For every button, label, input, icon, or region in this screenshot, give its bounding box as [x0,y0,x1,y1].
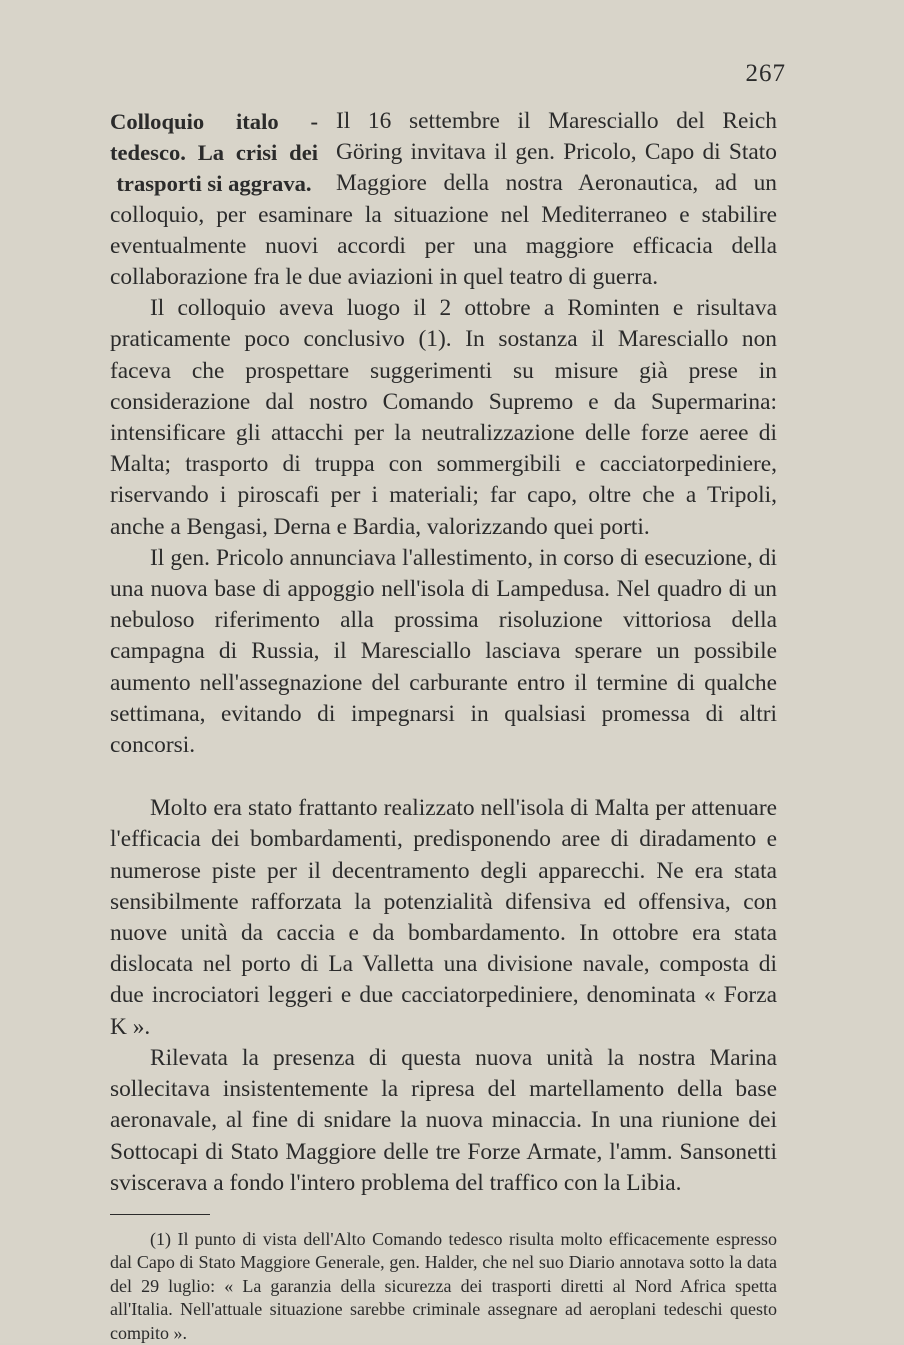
marginal-heading: Colloquio italo - tedesco. La crisi dei trasporti si aggrava. [110,109,318,197]
paragraph-3: Il gen. Pricolo annunciava l'allestimento, in corso di esecuzione, di una nuova base di appoggio nell'isola di Lampedusa. Nel quadro di un nebuloso riferimento alla prossima risoluzione vittoriosa della campagna di Russia, il Maresciallo lasciava sperare un possibile aumento nell'assegnazione del carburante entro il termine di qualche settimana, evitando di impegnarsi in qualsiasi promessa di altri concorsi. [110,544,777,759]
paragraph-5: Rilevata la presenza di questa nuova unità la nostra Marina sollecitava insistentemente la ripresa del martellamento della base aeronavale, al fine di snidare la nuova minaccia. In una riunione dei Sottocapi di Stato Maggiore delle tre Forze Armate, l'amm. Sansonetti sviscerava a fondo l'intero problema del traffico con la Libia. [110,1044,777,1196]
paragraph-1: Il 16 settembre il Maresciallo del Reich Göring invitava il gen. Pricolo, Capo di Stato Maggiore della nostra Aeronautica, ad un colloquio, per esaminare la situazione nel Mediterraneo e stabilire eventualmente nuovi accordi per una maggiore efficacia della collaborazione fra le due aviazioni in quel teatro di guerra. [110,108,777,291]
footnote-divider [110,1214,210,1215]
main-text [110,106,777,1345]
page-number: 267 [745,60,786,87]
paragraph-4: Molto era stato frattanto realizzato nell'isola di Malta per attenuare l'efficacia dei bombardamenti, predisponendo aree di diradamento e numerose piste per il decentramento degli apparecchi. Ne era stata sensibilmente rafforzata la potenzialità difensiva ed offensiva, con nuove unità da caccia e da bombardamento. In ottobre era stata dislocata nel porto di La Valletta una divisione navale, composta di due incrociatori leggeri e due cacciatorpediniere, denominata « Forza K ». [110,795,777,1040]
footnote: (1) Il punto di vista dell'Alto Comando tedesco risulta molto efficacemente espresso dal Capo di Stato Maggiore Generale, gen. Halder, che nel suo Diario annotava sotto la data del 29 luglio: « La garanzia della sicurezza dei trasporti diretti al Nord Africa spetta all'Italia. Nell'attuale situazione sarebbe criminale assegnare ad aeroplani tedeschi questo compito ». [110,1228,777,1343]
section-gap [110,761,777,793]
paragraph-2: Il colloquio aveva luogo il 2 ottobre a Rominten e risultava praticamente poco conclusivo (1). In sostanza il Maresciallo non faceva che prospettare suggerimenti su misure già prese in considerazione dal nostro Comando Supremo e da Supermarina: intensificare gli attacchi per la neutralizzazione delle forze aeree di Malta; trasporto di truppa con sommergibili e cacciatorpediniere, riservando i piroscafi per i materiali; far capo, oltre che a Tripoli, anche a Bengasi, Derna e Bardia, valorizzando quei porti. [110,295,777,540]
